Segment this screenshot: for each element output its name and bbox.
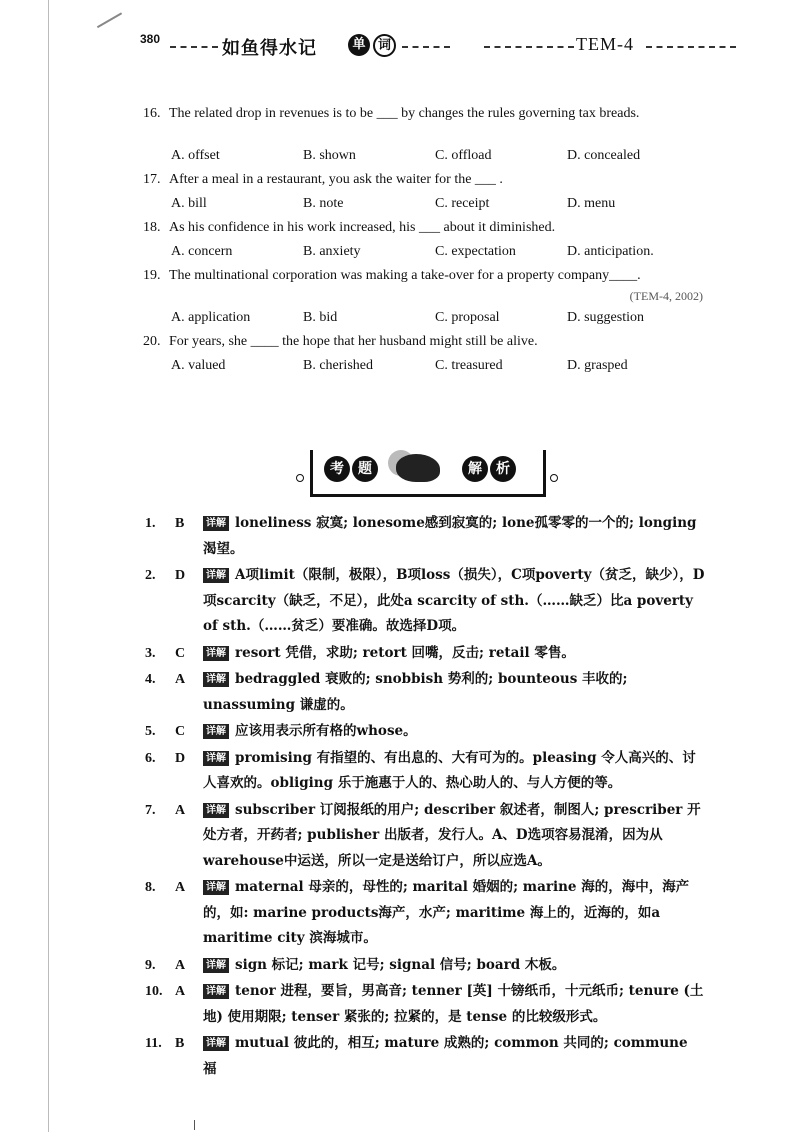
answer-item xyxy=(145,511,705,562)
option: B. shown xyxy=(303,148,356,163)
answer-explanation: subscriber 订阅报纸的用户; describer 叙述者，制图人; prescriber 开处方者，开药者; publisher 出版者，发行人。A、D选项容易混淆，因为从warehouse中运送，所以一定是送给订户，所以应选A。 xyxy=(203,801,701,869)
answer-number: 4. xyxy=(145,672,156,687)
answer-key: B xyxy=(175,1036,185,1051)
option: B. bid xyxy=(303,310,338,325)
answer-explanation: maternal 母亲的，母性的; marital 婚姻的; marine 海的，海中，海产的，如: marine products海产，水产; maritime 海上的，近海的，如a maritime city 滨海城市。 xyxy=(203,879,690,946)
question-number: 18. xyxy=(143,220,161,235)
question-text: As his confidence in his work increased, his ___ about it diminished. xyxy=(169,220,556,235)
option: A. offset xyxy=(171,148,220,163)
banner-char: 解 xyxy=(462,456,488,482)
answer-explanation: promising 有指望的、有出息的、大有可为的。pleasing 令人高兴的、讨人喜欢的。obliging 乐于施惠于人的、热心助人的、与人方便的等。 xyxy=(203,749,696,791)
option: D. concealed xyxy=(567,148,641,163)
answer-number: 8. xyxy=(145,880,156,895)
answer-item xyxy=(145,746,705,797)
answer-number: 6. xyxy=(145,750,156,766)
answer-key: A xyxy=(175,802,186,818)
explain-tag-icon: 详解 xyxy=(203,672,229,687)
option: C. proposal xyxy=(435,310,500,325)
explain-tag-icon: 详解 xyxy=(203,958,229,973)
answer-explanation: A项limit（限制，极限），B项loss（损失），C项poverty（贫乏，缺少），D项scarcity（缺乏，不足），此处a scarcity of sth.（……缺乏）比a poverty of sth.（……贫乏）要准确。故选择D项。 xyxy=(203,567,705,634)
question-number: 17. xyxy=(143,172,161,187)
answer-item xyxy=(145,563,705,640)
answer-key: D xyxy=(175,568,186,583)
question xyxy=(143,217,703,265)
explain-tag-icon: 详解 xyxy=(203,516,229,531)
answer-item xyxy=(145,719,705,745)
word-badge-icon: 单 xyxy=(348,34,370,56)
option: B. note xyxy=(303,196,344,211)
answer-key: A xyxy=(175,672,186,687)
option-row xyxy=(143,143,703,169)
banner-char: 题 xyxy=(352,456,378,482)
answer-key: A xyxy=(175,957,186,973)
answer-number: 1. xyxy=(145,516,156,531)
question-stem xyxy=(143,331,703,353)
option: B. cherished xyxy=(303,358,373,373)
option: C. receipt xyxy=(435,196,490,211)
answer-explanation: loneliness 寂寞; lonesome感到寂寞的; lone孤零零的一个的; longing 渴望。 xyxy=(203,515,697,557)
answer-item xyxy=(145,1031,705,1082)
explain-tag-icon: 详解 xyxy=(203,880,229,895)
option: D. menu xyxy=(567,196,616,211)
scan-mark xyxy=(97,12,131,43)
option-row xyxy=(143,191,703,217)
answer-key: C xyxy=(175,645,186,661)
answer-number: 3. xyxy=(145,645,156,661)
book-title: 如鱼得水记 xyxy=(222,38,317,59)
page-number: 380 xyxy=(140,32,161,46)
answer-key: A xyxy=(175,880,186,895)
answer-key: D xyxy=(175,750,186,766)
header-dash xyxy=(402,46,450,48)
answer-explanation: bedraggled 衰败的; snobbish 势利的; bounteous 丰收的; unassuming 谦虚的。 xyxy=(203,671,628,713)
option: B. anxiety xyxy=(303,244,361,259)
question-number: 19. xyxy=(143,268,161,283)
banner-char: 析 xyxy=(490,456,516,482)
answer-item xyxy=(145,875,705,952)
header-dash xyxy=(646,46,736,48)
question xyxy=(143,331,703,379)
question-number: 16. xyxy=(143,106,161,121)
question-stem xyxy=(143,265,703,287)
answer-number: 10. xyxy=(145,984,163,999)
option: D. grasped xyxy=(567,358,628,373)
question-source: (TEM-4, 2002) xyxy=(629,289,703,303)
answer-number: 5. xyxy=(145,724,156,739)
option: D. anticipation. xyxy=(567,244,654,259)
option: A. bill xyxy=(171,196,207,211)
fish-body-icon xyxy=(396,454,440,482)
answer-explanation: tenor 进程，要旨，男高音; tenner [英] 十镑纸币，十元纸币; tenure (土地) 使用期限; tenser 紧张的; 拉紧的，是 tense 的比较级形式。 xyxy=(203,983,704,1025)
answer-item xyxy=(145,641,705,667)
explain-tag-icon: 详解 xyxy=(203,646,229,661)
word-badge-icon-2: 词 xyxy=(373,34,396,57)
option: A. application xyxy=(171,310,251,325)
exam-series: TEM-4 xyxy=(576,34,634,54)
answer-number: 9. xyxy=(145,957,156,973)
answer-item xyxy=(145,667,705,718)
answer-explanation: sign 标记; mark 记号; signal 信号; board 木板。 xyxy=(235,956,566,973)
option: A. concern xyxy=(171,244,233,259)
question-text: The related drop in revenues is to be ___ by changes the rules governing tax breads. xyxy=(169,106,640,121)
answer-number: 2. xyxy=(145,568,156,583)
header-dash xyxy=(484,46,574,48)
question-list xyxy=(143,103,703,379)
banner-dot-icon xyxy=(296,474,304,482)
option-row xyxy=(143,353,703,379)
section-banner xyxy=(296,450,558,496)
question-text: After a meal in a restaurant, you ask the waiter for the ___ . xyxy=(169,172,503,187)
answer-key: B xyxy=(175,516,185,531)
question-number: 20. xyxy=(143,334,161,349)
answer-key: A xyxy=(175,984,186,999)
question-stem xyxy=(143,169,703,191)
answer-number: 11. xyxy=(145,1036,162,1051)
page-margin-rule xyxy=(48,0,49,1132)
answer-explanation: resort 凭借，求助; retort 回嘴，反击; retail 零售。 xyxy=(235,644,575,661)
scan-mark xyxy=(194,1120,195,1130)
explain-tag-icon: 详解 xyxy=(203,751,229,766)
option: C. offload xyxy=(435,148,492,163)
question xyxy=(143,103,703,169)
explain-tag-icon: 详解 xyxy=(203,724,229,739)
answer-item xyxy=(145,798,705,875)
question xyxy=(143,169,703,217)
explain-tag-icon: 详解 xyxy=(203,568,229,583)
answer-list xyxy=(145,511,705,1083)
answer-explanation: mutual 彼此的，相互; mature 成熟的; common 共同的; commune 福 xyxy=(203,1035,688,1077)
answer-key: C xyxy=(175,724,186,739)
answer-item xyxy=(145,979,705,1030)
question xyxy=(143,265,703,331)
option-row xyxy=(143,305,703,331)
banner-char: 考 xyxy=(324,456,350,482)
running-header xyxy=(140,22,740,62)
explain-tag-icon: 详解 xyxy=(203,984,229,999)
answer-explanation: 应该用表示所有格的whose。 xyxy=(235,723,417,739)
explain-tag-icon: 详解 xyxy=(203,1036,229,1051)
question-stem xyxy=(143,103,703,125)
banner-dot-icon xyxy=(550,474,558,482)
answer-number: 7. xyxy=(145,802,156,818)
question-text: The multinational corporation was making a take-over for a property company____. xyxy=(169,268,641,283)
header-dash xyxy=(170,46,218,48)
question-text: For years, she ____ the hope that her husband might still be alive. xyxy=(169,334,538,349)
option: A. valued xyxy=(171,358,226,373)
explain-tag-icon: 详解 xyxy=(203,803,229,818)
option: C. treasured xyxy=(435,358,503,373)
option: D. suggestion xyxy=(567,310,644,325)
option-row xyxy=(143,239,703,265)
answer-item xyxy=(145,953,705,979)
question-stem xyxy=(143,217,703,239)
option: C. expectation xyxy=(435,244,516,259)
